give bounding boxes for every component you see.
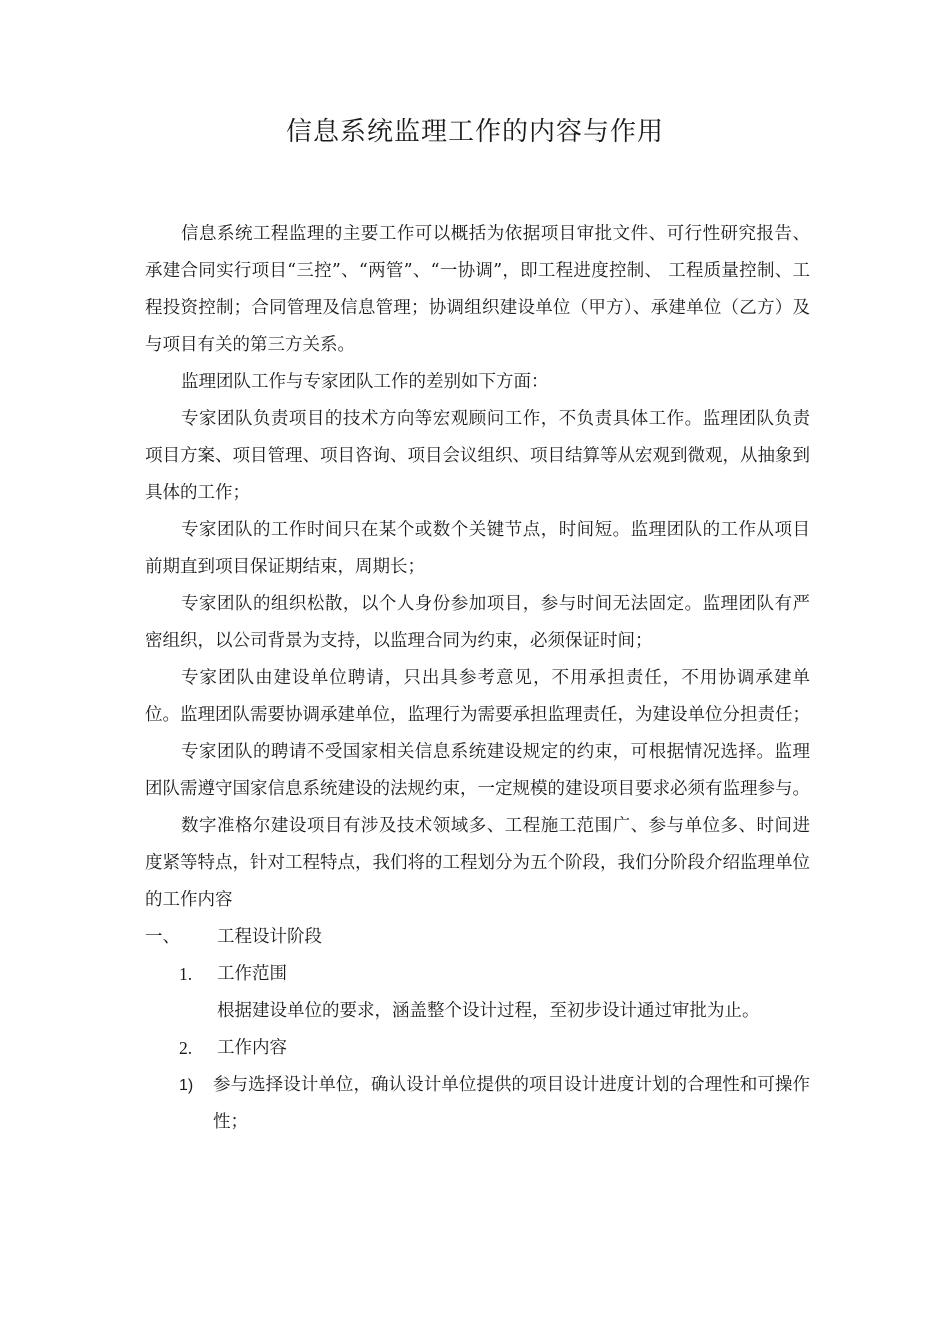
section-heading-design-phase bbox=[145, 919, 810, 956]
list-item-text: 参与选择设计单位，确认设计单位提供的项目设计进度计划的合理性和可操作性； bbox=[213, 1075, 810, 1132]
scope-text: 根据建设单位的要求，涵盖整个设计过程，至初步设计通过审批为止。 bbox=[217, 1001, 760, 1021]
paragraph-diff-1: 专家团队负责项目的技术方向等宏观顾问工作，不负责具体工作。监理团队负责项目方案、项目管理、项目咨询、项目会议组织、项目结算等从宏观到微观，从抽象到具体的工作； bbox=[145, 409, 810, 503]
document-body bbox=[145, 216, 810, 1141]
subsection-label: 工作内容 bbox=[217, 1038, 287, 1058]
subsection-heading-scope bbox=[145, 956, 810, 993]
list-item-number: 1) bbox=[179, 1077, 194, 1094]
subsection-number: 1. bbox=[179, 964, 193, 984]
subsection-number: 2. bbox=[179, 1038, 193, 1058]
paragraph-diff-4: 专家团队由建设单位聘请，只出具参考意见，不用承担责任，不用协调承建单位。监理团队需要协调承建单位，监理行为需要承担监理责任，为建设单位分担责任； bbox=[145, 668, 810, 725]
subsection-label: 工作范围 bbox=[217, 964, 287, 984]
list-item bbox=[145, 1067, 810, 1141]
document-title: 信息系统监理工作的内容与作用 bbox=[285, 117, 664, 147]
paragraph-intro: 信息系统工程监理的主要工作可以概括为依据项目审批文件、可行性研究报告、承建合同实行项目“三控”、“两管”、“一协调”，即工程进度控制、 工程质量控制、工程投资控制；合同管理及信息管理；协调组织建设单位（甲方）、承建单位（乙方）及与项目有关的第三方关系。 bbox=[145, 224, 810, 355]
section-number: 一、 bbox=[145, 927, 180, 947]
paragraph-diff-3: 专家团队的组织松散，以个人身份参加项目，参与时间无法固定。监理团队有严密组织，以公司背景为支持，以监理合同为约束，必须保证时间； bbox=[145, 594, 810, 651]
section-label: 工程设计阶段 bbox=[217, 927, 322, 947]
paragraph-diff-5: 专家团队的聘请不受国家相关信息系统建设规定的约束，可根据情况选择。监理团队需遵守国家信息系统建设的法规约束，一定规模的建设项目要求必须有监理参与。 bbox=[145, 742, 810, 799]
paragraph-diff-heading: 监理团队工作与专家团队工作的差别如下方面： bbox=[181, 372, 549, 392]
subsection-heading-content bbox=[145, 1030, 810, 1067]
paragraph-phases: 数字准格尔建设项目有涉及技术领域多、工程施工范围广、参与单位多、时间进度紧等特点，针对工程特点，我们将的工程划分为五个阶段，我们分阶段介绍监理单位的工作内容 bbox=[145, 816, 810, 910]
paragraph-diff-2: 专家团队的工作时间只在某个或数个关键节点，时间短。监理团队的工作从项目前期直到项目保证期结束，周期长； bbox=[145, 520, 810, 577]
